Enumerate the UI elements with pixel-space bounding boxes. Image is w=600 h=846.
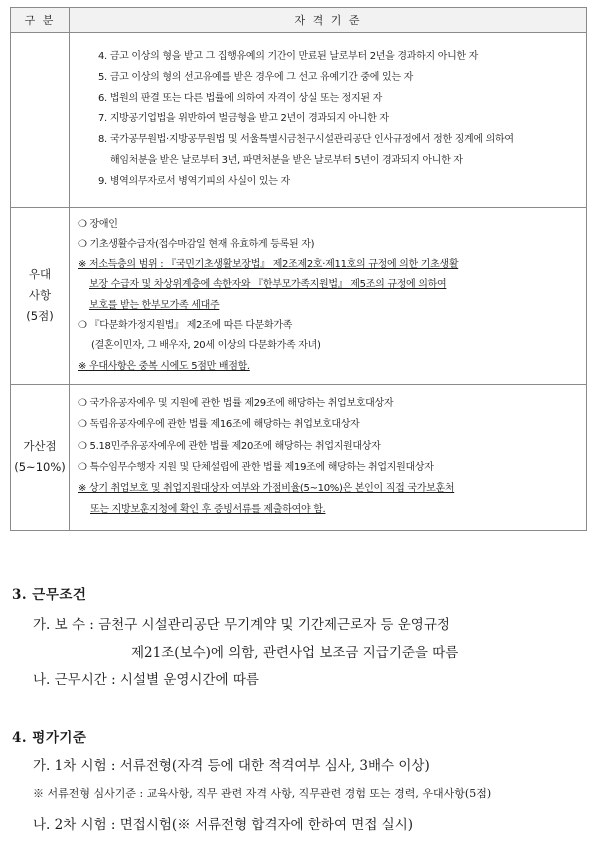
list-item: ❍ 5.18민주유공자예우에 관한 법률 제20조에 해당하는 취업지원대상자 xyxy=(78,440,381,452)
preference-row xyxy=(11,207,587,384)
second-exam-line: 나. 2차 시험 : 면접시험(※ 서류전형 합격자에 한하여 면접 실시) xyxy=(33,817,414,833)
header-category: 구 분 xyxy=(11,8,70,33)
additional-points-row xyxy=(11,384,587,530)
additional-points-label: 가산점 (5~10%) xyxy=(11,384,70,530)
header-criteria: 자 격 기 준 xyxy=(70,8,587,33)
list-item: 또는 지방보훈지청에 확인 후 증빙서류를 제출하여야 함. xyxy=(90,504,326,516)
qualification-criteria-cell xyxy=(70,33,587,208)
list-item: (결혼이민자, 그 배우자, 20세 이상의 다문화가족 자녀) xyxy=(91,340,321,352)
table-header-row xyxy=(11,8,587,33)
pay-line-continued: 제21조(보수)에 의함, 관련사업 보조금 지급기준을 따름 xyxy=(131,645,459,661)
list-item: ❍ 국가유공자예우 및 지원에 관한 법률 제29조에 해당하는 취업보호대상자 xyxy=(78,397,394,409)
preference-list xyxy=(70,208,586,384)
list-item: ※ 저소득층의 범위 : 『국민기초생활보장법』 제2조제2호·제11호의 규정에 의한 기초생활 xyxy=(78,259,459,271)
list-item: 보장 수급자 및 차상위계층에 속한자와 『한부모가족지원법』 제5조의 규정에 의하여 xyxy=(89,279,447,291)
list-item: 5. 금고 이상의 형의 선고유예를 받은 경우에 그 선고 유예기간 중에 있는 자 xyxy=(98,71,413,83)
list-item: ❍ 기초생활수급자(접수마감일 현재 유효하게 등록된 자) xyxy=(78,238,315,250)
qualification-table xyxy=(10,7,587,531)
list-item: ❍ 특수임무수행자 지원 및 단체설립에 관한 법률 제19조에 해당하는 취업지원대상자 xyxy=(78,461,434,473)
list-item: ※ 우대사항은 중복 시에도 5점만 배점함. xyxy=(78,360,250,372)
additional-points-criteria-cell xyxy=(70,384,587,530)
additional-points-list xyxy=(70,385,586,530)
section-3-title: 3. 근무조건 xyxy=(12,587,87,603)
screening-criteria-note: ※ 서류전형 심사기준 : 교육사항, 직무 관련 자격 사항, 직무관련 경험 또는 경력, 우대사항(5점) xyxy=(33,787,492,800)
list-item: 7. 지방공기업법을 위반하여 벌금형을 받고 2년이 경과되지 아니한 자 xyxy=(98,113,389,125)
list-item: ❍ 장애인 xyxy=(78,218,118,230)
working-hours-line: 나. 근무시간 : 시설별 운영시간에 따름 xyxy=(33,672,259,688)
list-item: 4. 금고 이상의 형을 받고 그 집행유예의 기간이 만료된 날로부터 2년을 경과하지 아니한 자 xyxy=(98,51,479,62)
list-item: ❍ 『다문화가정지원법』 제2조에 따른 다문화가족 xyxy=(78,320,293,332)
qualification-label-cell xyxy=(11,33,70,208)
qualification-row xyxy=(11,33,587,208)
pay-line: 가. 보 수 : 금천구 시설관리공단 무기계약 및 기간제근로자 등 운영규정 xyxy=(33,617,450,633)
disqualification-list xyxy=(70,33,586,207)
first-exam-line: 가. 1차 시험 : 서류전형(자격 등에 대한 적격여부 심사, 3배수 이상) xyxy=(33,758,430,774)
list-item: 6. 법원의 판결 또는 다른 법률에 의하여 자격이 상실 또는 정지된 자 xyxy=(98,92,382,104)
list-item: ❍ 독립유공자예우에 관한 법률 제16조에 해당하는 취업보호대상자 xyxy=(78,419,360,431)
list-item: 9. 병역의무자로서 병역기피의 사실이 있는 자 xyxy=(98,175,290,187)
preference-label: 우대 사항 (5점) xyxy=(11,207,70,384)
list-item: 보호를 받는 한부모가족 세대주 xyxy=(89,299,220,311)
list-item: 8. 국가공무원법·지방공무원법 및 서울특별시금천구시설관리공단 인사규정에서 정한 징계에 의하여 xyxy=(98,134,514,146)
preference-criteria-cell xyxy=(70,207,587,384)
list-item: 해임처분을 받은 날로부터 3년, 파면처분을 받은 날로부터 5년이 경과되지 아니한 자 xyxy=(110,154,463,166)
list-item: ※ 상기 취업보호 및 취업지원대상자 여부와 가점비율(5~10%)은 본인이 직접 국가보훈처 xyxy=(78,483,455,495)
section-4-title: 4. 평가기준 xyxy=(12,730,87,746)
